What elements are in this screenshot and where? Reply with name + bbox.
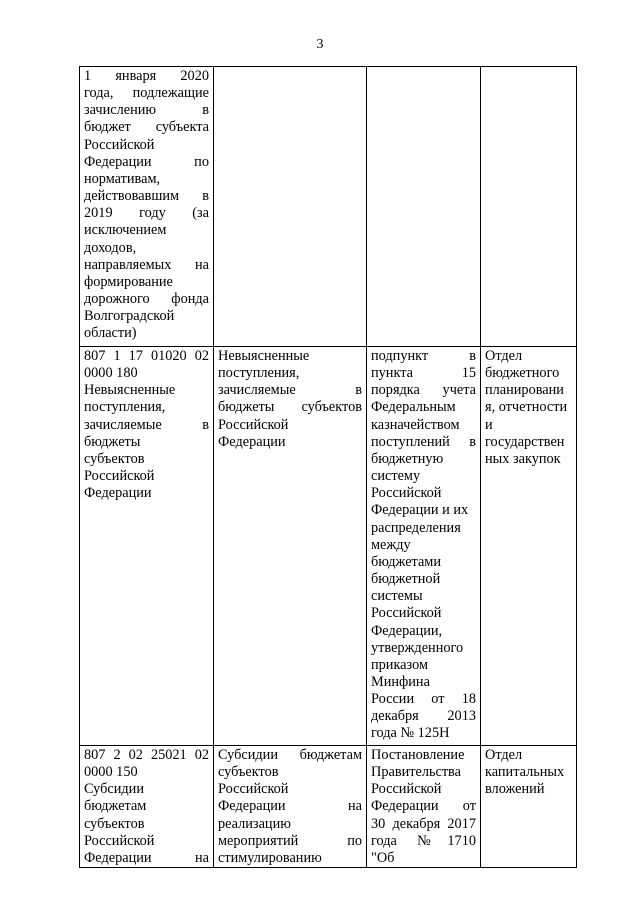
cell-text-line: утвержденного	[371, 639, 464, 656]
cell-text-line: Российской	[84, 832, 155, 849]
cell-text-line: зачисляемые в	[218, 382, 362, 399]
cell-text-line: приказом	[371, 656, 429, 673]
cell-text-line: нормативам,	[84, 170, 161, 187]
cell-text-line: субъектов	[84, 815, 145, 832]
code-cell	[80, 347, 214, 746]
document-table	[79, 66, 577, 868]
cell-text-line: "Об	[371, 849, 395, 866]
name-cell	[214, 67, 367, 347]
cell-text-line: мероприятий по	[218, 832, 362, 849]
code-cell	[80, 746, 214, 868]
cell-text-line: вложений	[485, 781, 545, 798]
cell-text-line: зачисляемые в	[84, 416, 209, 433]
basis-cell	[367, 67, 481, 347]
cell-text-line: Волгоградской	[84, 308, 175, 325]
cell-text-line: года, подлежащие	[84, 85, 209, 102]
cell-text-line: исключением	[84, 222, 167, 239]
cell-text-line: бюджетную	[371, 450, 444, 467]
cell-text-line: Российской	[371, 485, 442, 502]
cell-text-line: 807 2 02 25021 02	[84, 747, 209, 763]
cell-text-line: 2019 году (за	[84, 205, 209, 222]
cell-text-line: Федерации и их	[371, 502, 469, 519]
cell-text-line: декабря 2013	[371, 708, 476, 725]
cell-text-line: поступления,	[84, 399, 166, 416]
cell-text-line: бюджет субъекта	[84, 119, 209, 136]
department-cell	[481, 746, 577, 868]
cell-text-line: Невыясненные	[84, 382, 176, 399]
cell-text-line: зачислению в	[84, 102, 209, 119]
cell-text-line: Федерации от	[371, 798, 476, 815]
cell-text-line: Федерации по	[84, 153, 209, 170]
cell-text-line: бюджеты	[84, 433, 141, 450]
cell-text-line: поступлений в	[371, 433, 476, 450]
name-cell	[214, 746, 367, 868]
page-number: 3	[316, 37, 324, 52]
cell-text-line: Федерации	[84, 485, 152, 502]
cell-text-line: Невыясненные	[218, 348, 310, 364]
department-cell	[481, 347, 577, 746]
cell-text-line: Федерации	[218, 433, 286, 450]
cell-text-line: 30 декабря 2017	[371, 815, 476, 832]
cell-text-line: бюджеты субъектов	[218, 399, 362, 416]
cell-text-line: формирование	[84, 273, 173, 290]
cell-text-line: года № 125Н	[371, 725, 450, 742]
cell-text-line: между	[371, 536, 411, 553]
cell-text-line: стимулированию	[218, 849, 322, 866]
cell-text-line: я, отчетности	[485, 399, 568, 416]
basis-cell	[367, 746, 481, 868]
cell-text-line: Российской	[371, 605, 442, 622]
cell-text-line: Федерации на	[84, 849, 209, 866]
cell-text-line: поступления,	[218, 365, 300, 382]
cell-text-line: ных закупок	[485, 450, 561, 467]
cell-text-line: года №1710	[371, 832, 476, 849]
cell-text-line: Субсидии	[84, 781, 144, 798]
cell-text-line: субъектов	[218, 764, 279, 781]
cell-text-line: государствен	[485, 433, 565, 450]
cell-text-line: капитальных	[485, 764, 565, 781]
cell-text-line: Субсидии бюджетам	[218, 747, 362, 763]
cell-text-line: 0000 180	[84, 365, 138, 382]
cell-text-line: бюджетам	[84, 798, 147, 815]
cell-text-line: и	[485, 416, 493, 433]
cell-text-line: направляемых на	[84, 256, 209, 273]
cell-text-line: дорожного фонда	[84, 291, 209, 308]
table-row	[80, 67, 577, 347]
cell-text-line: Минфина	[371, 673, 430, 690]
cell-text-line: систему	[371, 468, 421, 485]
cell-text-line: доходов,	[84, 239, 137, 256]
cell-text-line: действовавшим в	[84, 188, 209, 205]
name-cell	[214, 347, 367, 746]
department-cell	[481, 67, 577, 347]
cell-text-line: казначейством	[371, 416, 460, 433]
cell-text-line: Российской	[84, 136, 155, 153]
cell-text-line: распределения	[371, 519, 461, 536]
cell-text-line: реализацию	[218, 815, 291, 832]
cell-text-line: планировани	[485, 382, 564, 399]
cell-text-line: Федерации,	[371, 622, 443, 639]
cell-text-line: порядка учета	[371, 382, 476, 399]
table-row	[80, 746, 577, 868]
cell-text-line: 0000 150	[84, 764, 138, 781]
cell-text-line: бюджетного	[485, 365, 560, 382]
cell-text-line: области)	[84, 325, 137, 342]
cell-text-line: Российской	[218, 416, 289, 433]
cell-text-line: Российской	[84, 468, 155, 485]
cell-text-line: Отдел	[485, 348, 523, 364]
cell-text-line: России от 18	[371, 691, 476, 708]
cell-text-line: подпункт в	[371, 348, 476, 364]
cell-text-line: субъектов	[84, 450, 145, 467]
cell-text-line: Федеральным	[371, 399, 456, 416]
cell-text-line: Постановление	[371, 747, 465, 763]
cell-text-line: 807 1 17 01020 02	[84, 348, 209, 364]
cell-text-line: Федерации на	[218, 798, 362, 815]
cell-text-line: пункта 15	[371, 365, 476, 382]
cell-text-line: 1 января 2020	[84, 68, 209, 84]
cell-text-line: бюджетами	[371, 553, 442, 570]
cell-text-line: Российской	[371, 781, 442, 798]
basis-cell	[367, 347, 481, 746]
cell-text-line: Правительства	[371, 764, 461, 781]
cell-text-line: бюджетной	[371, 571, 441, 588]
cell-text-line: Российской	[218, 781, 289, 798]
cell-text-line: Отдел	[485, 747, 523, 763]
code-cell	[80, 67, 214, 347]
table-row	[80, 347, 577, 746]
cell-text-line: системы	[371, 588, 423, 605]
